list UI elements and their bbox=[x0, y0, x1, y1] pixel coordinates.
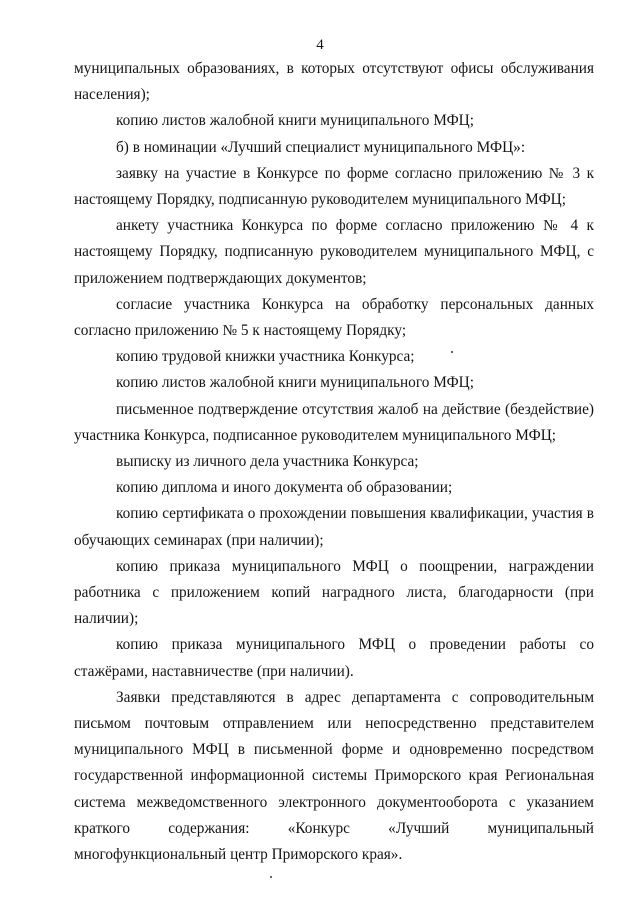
paragraph-subheading: б) в номинации «Лучший специалист муниципального МФЦ»: bbox=[116, 138, 526, 156]
paragraph-item: согласие участника Конкурса на обработку персональных данных согласно приложению № 5 к настоящему Порядку; bbox=[74, 295, 594, 340]
page-number: 4 bbox=[316, 37, 324, 53]
paragraph-item: выписку из личного дела участника Конкурса; bbox=[116, 453, 419, 471]
scan-speck bbox=[270, 876, 272, 878]
paragraph-item: анкету участника Конкурса по форме согласно приложению № 4 к настоящему Порядку, подписанную руководителем муниципального МФЦ, с приложением подтверждающих документов; bbox=[74, 217, 594, 287]
paragraph-item: копию листов жалобной книги муниципального МФЦ; bbox=[116, 112, 474, 130]
document-body bbox=[74, 56, 594, 868]
scan-speck bbox=[451, 351, 453, 353]
paragraph-closing: Заявки представляются в адрес департамента с сопроводительным письмом почтовым отправлением или непосредственно представителем муниципального МФЦ в письменной форме и одновременно посредством государственной информационной системы Приморского края Региональная система межведомственного электронного документооборота с указанием краткого содержания: «Конкурс «Лучший муниципальный многофункциональный центр Приморского края». bbox=[74, 688, 594, 864]
paragraph-item: копию диплома и иного документа об образовании; bbox=[116, 479, 453, 497]
paragraph-item: копию сертификата о прохождении повышения квалификации, участия в обучающих семинарах (при наличии); bbox=[74, 505, 594, 549]
paragraph-continuation: муниципальных образованиях, в которых отсутствуют офисы обслуживания населения); bbox=[74, 60, 594, 104]
paragraph-item: копию приказа муниципального МФЦ о проведении работы со стажёрами, наставничестве (при наличии). bbox=[74, 636, 594, 680]
paragraph-item: копию листов жалобной книги муниципального МФЦ; bbox=[116, 374, 474, 392]
paragraph-item: письменное подтверждение отсутствия жалоб на действие (бездействие) участника Конкурса, подписанное руководителем муниципального МФЦ; bbox=[74, 400, 594, 444]
paragraph-item: копию приказа муниципального МФЦ о поощрении, награждении работника с приложением копий наградного листа, благодарности (при наличии); bbox=[74, 557, 594, 628]
paragraph-item: заявку на участие в Конкурсе по форме согласно приложению № 3 к настоящему Порядку, подписанную руководителем муниципального МФЦ; bbox=[74, 164, 594, 209]
paragraph-item: копию трудовой книжки участника Конкурса; bbox=[116, 348, 415, 366]
